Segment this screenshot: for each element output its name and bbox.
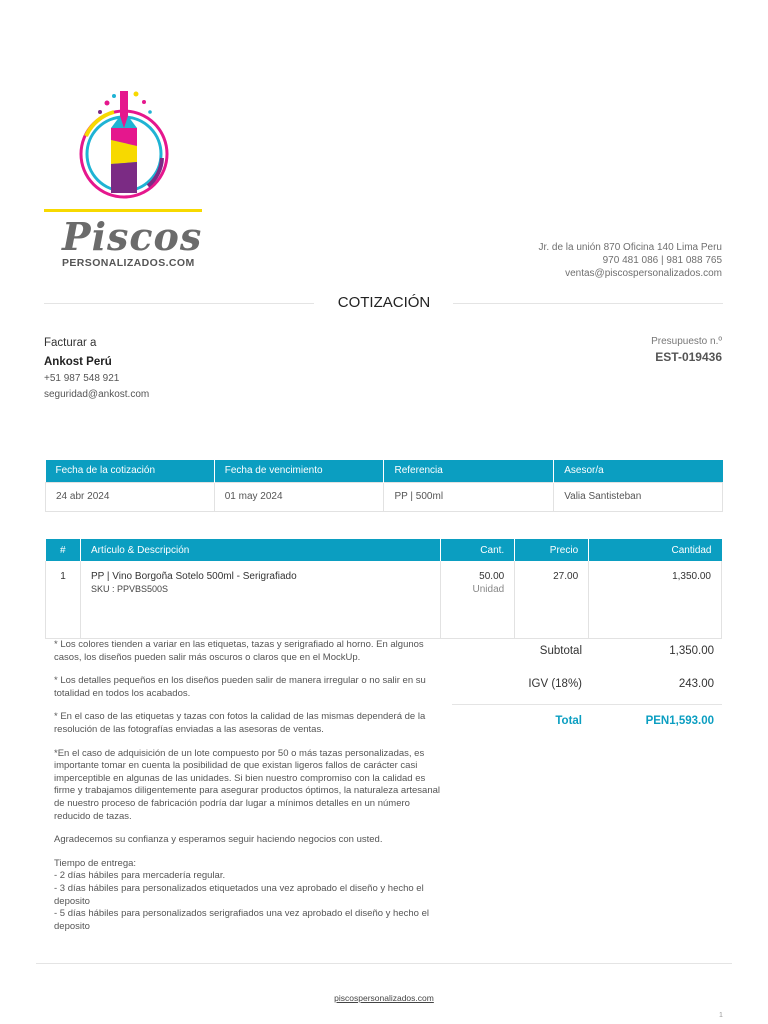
estimate-label: Presupuesto n.º [651, 336, 722, 347]
document-title: COTIZACIÓN [337, 294, 431, 311]
company-address: Jr. de la unión 870 Oficina 140 Lima Peru [538, 242, 722, 253]
header-description: Artículo & Descripción [80, 539, 440, 561]
totals-section [452, 638, 722, 740]
client-email[interactable]: seguridad@ankost.com [44, 389, 150, 400]
header-qty: Cant. [441, 539, 515, 561]
items-table [45, 539, 722, 639]
subtotal-value: 1,350.00 [669, 645, 714, 657]
subtotal-label: Subtotal [539, 645, 582, 657]
company-info [539, 241, 722, 280]
brand-name: Piscos [62, 214, 203, 259]
estimate-number: EST-019436 [655, 350, 722, 364]
item-amount: 1,350.00 [589, 561, 722, 638]
header-amount: Cantidad [589, 539, 722, 561]
header-num: # [46, 539, 81, 561]
due-date: 01 may 2024 [214, 482, 384, 511]
quote-date: 24 abr 2024 [46, 482, 215, 511]
item-num: 1 [46, 561, 81, 638]
note-delivery-time: Tiempo de entrega: - 2 días hábiles para mercadería regular. - 3 días hábiles para personalizados etiquetados una vez aprobado el diseño y hecho el deposito - 5 días hábiles para personalizados serigrafiados una vez aprobado el diseño y hecho el deposito [54, 857, 429, 932]
tax-value: 243.00 [678, 678, 714, 690]
advisor: Valia Santisteban [554, 482, 723, 511]
total-value: PEN1,593.00 [645, 715, 714, 727]
item-unit: Unidad [472, 584, 505, 595]
subtotal-row [452, 638, 722, 671]
brand-subtitle: PERSONALIZADOS.COM [62, 257, 195, 269]
website-link[interactable]: piscospersonalizados.com [334, 993, 434, 1003]
total-label: Total [555, 715, 582, 727]
terms-notes [54, 639, 446, 944]
page-number: 1 [719, 1012, 723, 1019]
note-details: * Los detalles pequeños en los diseños pueden salir de manera irregular o no salir en su totalidad en todos los acabados. [54, 675, 426, 699]
note-batch: *En el caso de adquisición de un lote compuesto por 50 o más tazas personalizadas, es importante tomar en cuenta la posibilidad de que existan ligeros fallos de carácter casi imperceptible en algunas de las unidades. Si bien nuestro compromiso con la calidad es firme y trabajamos diligentemente para asegurar productos óptimos, la naturaleza artesanal de nuestro proceso de fabricación podría dar lugar a mínimos detalles en un número reducido de tazas. [54, 747, 441, 822]
tax-label: IGV (18%) [528, 678, 582, 690]
table-row [46, 482, 723, 511]
bill-to-section [44, 337, 149, 400]
note-photos: * En el caso de las etiquetas y tazas con fotos la calidad de las mismas dependerá de la resolución de las fotografías enviadas a las asesoras de ventas. [54, 711, 426, 735]
note-thanks: Agradecemos su confianza y esperamos seguir haciendo negocios con usted. [54, 834, 383, 846]
company-email[interactable]: ventas@piscospersonalizados.com [565, 268, 722, 279]
item-price: 27.00 [515, 561, 589, 638]
item-description: PP | Vino Borgoña Sotelo 500ml - Serigrafiado [90, 571, 297, 582]
header-price: Precio [515, 539, 589, 561]
client-name: Ankost Perú [44, 356, 112, 368]
header-advisor: Asesor/a [554, 460, 723, 482]
header-reference: Referencia [384, 460, 554, 482]
header-quote-date: Fecha de la cotización [46, 460, 215, 482]
item-qty: 50.00 [479, 571, 505, 582]
tax-row [452, 671, 722, 704]
note-colors: * Los colores tienden a variar en las etiquetas, tazas y serigrafiado al horno. En algunos casos, los diseños pueden salir más oscuros o claros que en el MockUp. [54, 639, 424, 663]
table-row [46, 561, 722, 638]
item-description-cell [80, 561, 440, 638]
client-phone: +51 987 548 921 [44, 373, 120, 384]
item-qty-cell [441, 561, 515, 638]
estimate-section [651, 336, 722, 364]
company-phones: 970 481 086 | 981 088 765 [602, 255, 722, 266]
total-row [452, 704, 722, 740]
header-due-date: Fecha de vencimiento [214, 460, 384, 482]
reference: PP | 500ml [384, 482, 554, 511]
bill-to-label: Facturar a [44, 337, 97, 349]
footer-divider [36, 963, 732, 964]
item-sku: SKU : PPVBS500S [90, 584, 169, 594]
quote-info-table [45, 460, 723, 512]
